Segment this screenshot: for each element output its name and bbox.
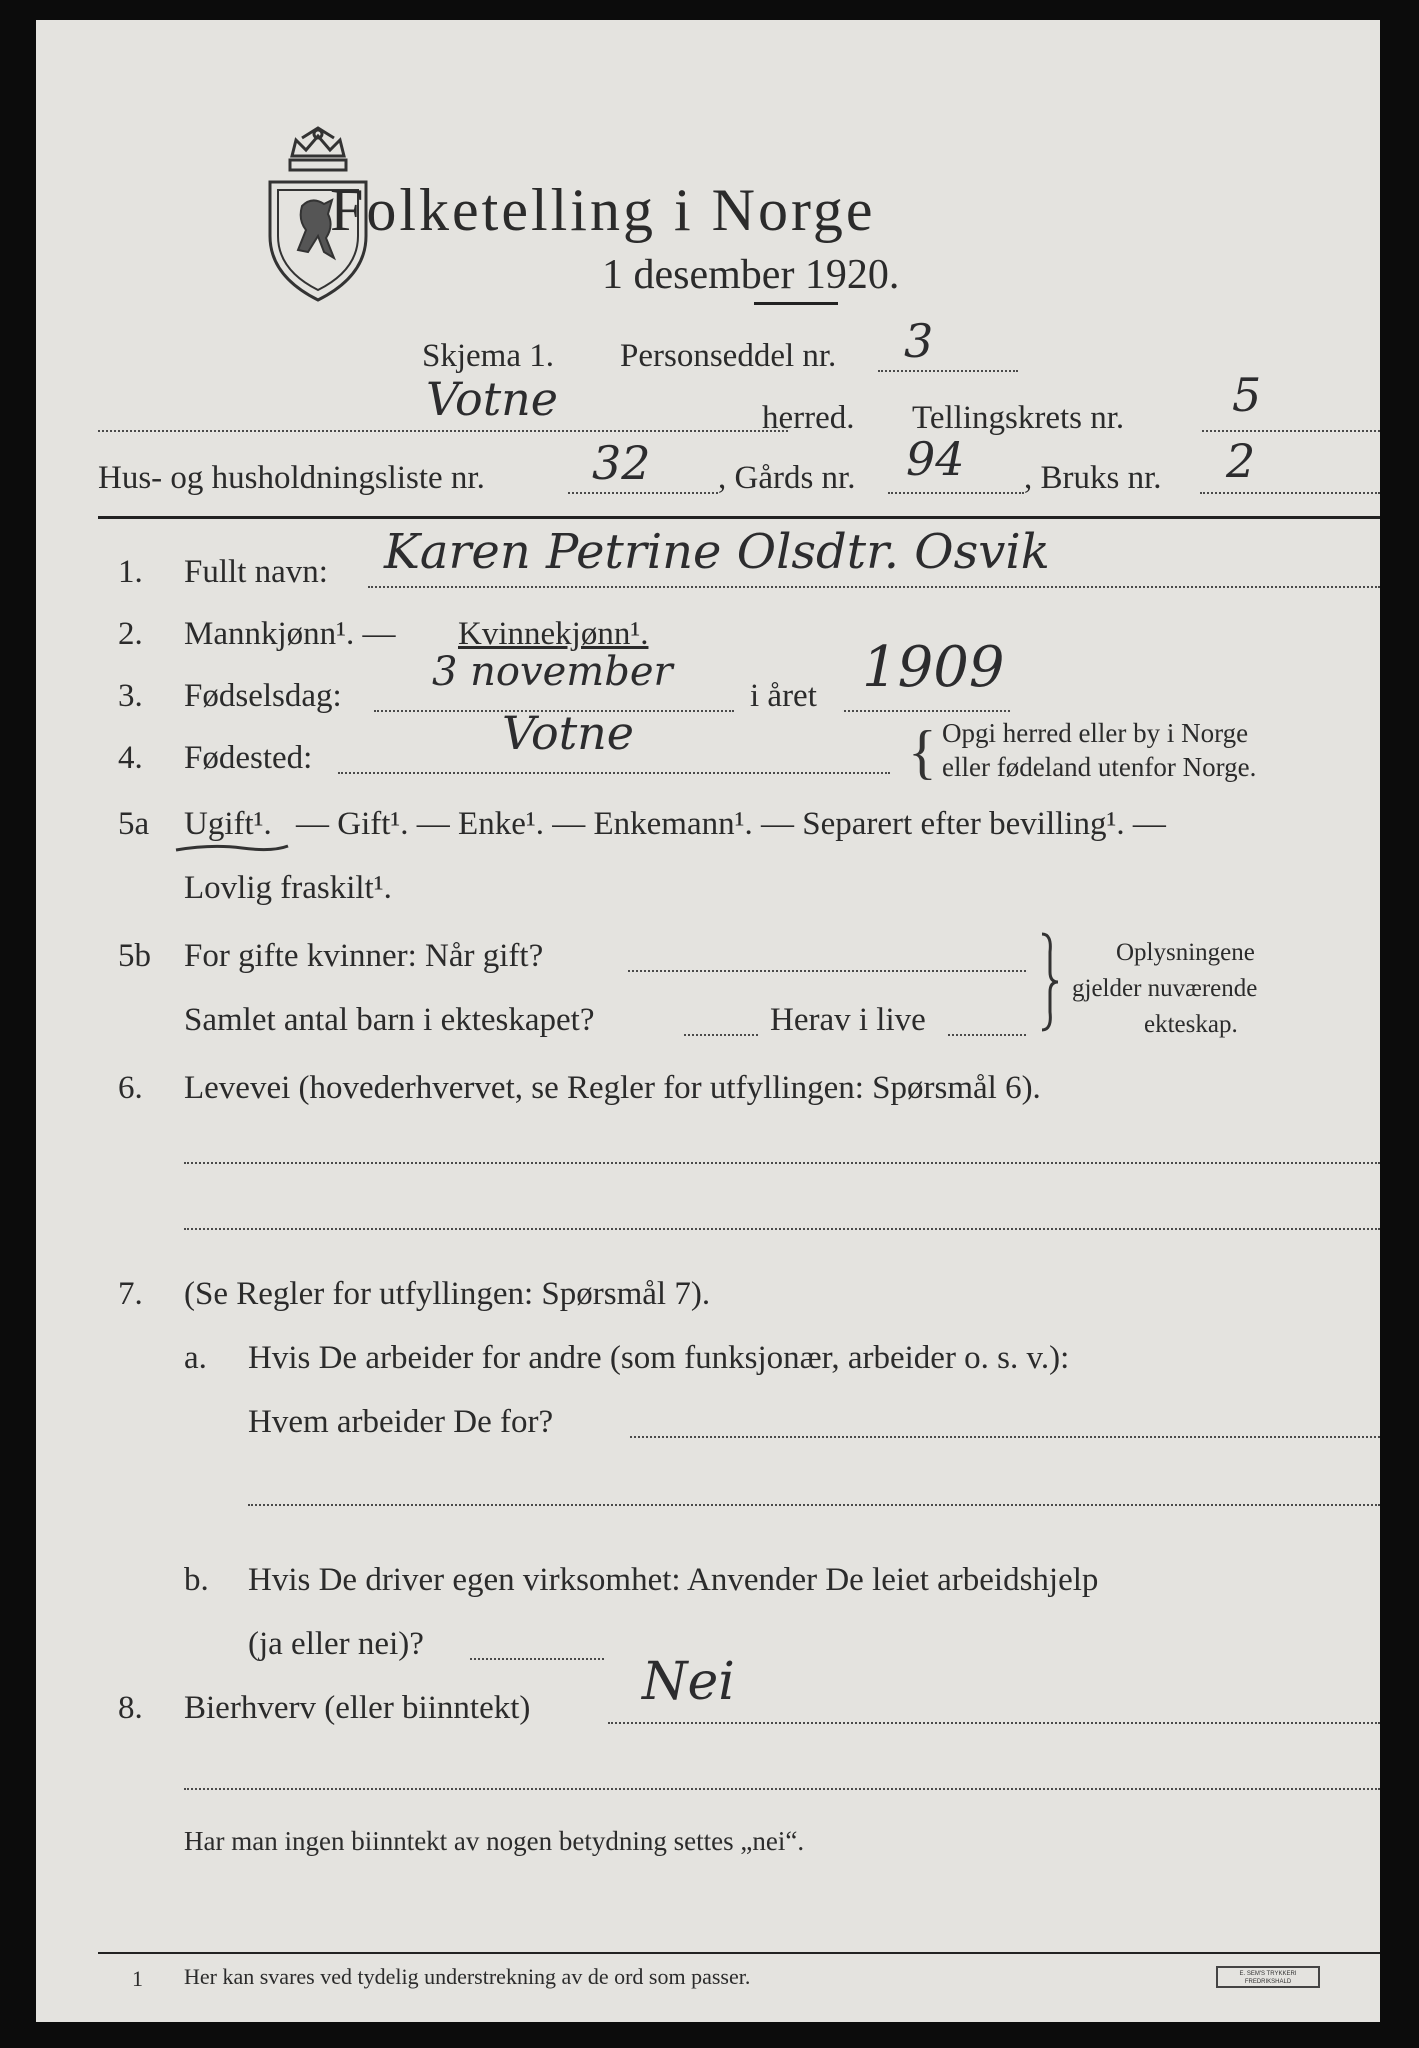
hus-line [568, 492, 718, 494]
q7-label: (Se Regler for utfyllingen: Spørsmål 7). [184, 1276, 711, 1312]
q7b-letter: b. [184, 1562, 209, 1598]
q1-line [368, 586, 1380, 588]
q4-label: Fødested: [184, 740, 313, 776]
title-rule [754, 302, 838, 305]
tellingskrets-value: 5 [1232, 368, 1262, 422]
q4-note1: Opgi herred eller by i Norge [942, 718, 1249, 748]
footer-rule [98, 1952, 1380, 1954]
herred-line [98, 430, 788, 432]
q3-number: 3. [118, 678, 143, 714]
q5b-note2: gjelder nuværende [1072, 975, 1258, 1002]
q8-line [608, 1722, 1380, 1724]
gards-label: , Gårds nr. [718, 460, 856, 496]
q8-line2 [184, 1788, 1380, 1790]
header-rule [98, 516, 1380, 519]
q7a-answer-line [630, 1436, 1380, 1438]
q5b-married-line [628, 970, 1026, 972]
printer-stamp [1216, 1966, 1320, 1988]
q6-line2 [184, 1228, 1380, 1230]
q3-year-value: 1909 [862, 635, 1005, 700]
ugift-underline-mark [172, 838, 292, 858]
q8-number: 8. [118, 1690, 143, 1726]
q5b-children-line [684, 1034, 758, 1036]
q5b-herav: Herav i live [770, 1002, 926, 1038]
tellingskrets-label: Tellingskrets nr. [912, 400, 1125, 436]
personseddel-line [878, 370, 1018, 372]
q5b-note1: Oplysningene [1116, 939, 1255, 966]
q1-number: 1. [118, 554, 143, 590]
census-date: 1 desember 1920. [602, 252, 900, 298]
footer-note: Har man ingen biinntekt av nogen betydning settes „nei“. [184, 1826, 805, 1856]
footnote-text: Her kan svares ved tydelig understrekning av de ord som passer. [184, 1964, 751, 1989]
q3-day-value: 3 november [432, 649, 673, 695]
q4-brace: { [908, 719, 937, 785]
q7b-answer-line [470, 1658, 604, 1660]
q7-number: 7. [118, 1276, 143, 1312]
q3-year-label: i året [750, 678, 817, 714]
gards-value: 94 [906, 432, 965, 486]
q3-label: Fødselsdag: [184, 678, 342, 714]
printer-stamp-text: E. SEM'S TRYKKERI FREDRIKSHALD [1239, 1971, 1297, 1985]
q8-label: Bierhverv (eller biinntekt) [184, 1690, 531, 1726]
herred-value: Votne [426, 372, 559, 426]
q5a-options: — Gift¹. — Enke¹. — Enkemann¹. — Separert efter bevilling¹. — [296, 806, 1166, 842]
q3-year-line [844, 710, 1010, 712]
q7a-line1: Hvis De arbeider for andre (som funksjonær, arbeider o. s. v.): [248, 1340, 1070, 1376]
form-title: Folketelling i Norge [330, 177, 876, 243]
census-form [36, 20, 1380, 2022]
gards-line [888, 492, 1024, 494]
hus-label: Hus- og husholdningsliste nr. [98, 460, 485, 496]
footnote-number: 1 [132, 1966, 143, 1991]
q5a-line2: Lovlig fraskilt¹. [184, 870, 392, 906]
bruks-line [1200, 492, 1380, 494]
q5b-brace [1038, 932, 1062, 1032]
q7a-line2: Hvem arbeider De for? [248, 1404, 554, 1440]
schema-label: Skjema 1. [422, 338, 554, 374]
q5a-ugift: Ugift¹. [184, 806, 272, 842]
q2-number: 2. [118, 616, 143, 652]
q6-label: Levevei (hovederhvervet, se Regler for utfyllingen: Spørsmål 6). [184, 1070, 1041, 1106]
q4-line [338, 772, 890, 774]
q7b-line1: Hvis De driver egen virksomhet: Anvender De leiet arbeidshjelp [248, 1562, 1099, 1598]
tellingskrets-line [1202, 430, 1380, 432]
hus-value: 32 [592, 436, 651, 490]
q7b-line2: (ja eller nei)? [248, 1626, 424, 1662]
herred-label: herred. [762, 400, 855, 436]
q4-number: 4. [118, 740, 143, 776]
q8-value: Nei [642, 1652, 735, 1712]
personseddel-value: 3 [904, 314, 934, 368]
q5b-line1: For gifte kvinner: Når gift? [184, 938, 544, 974]
q4-value: Votne [502, 706, 635, 760]
q5b-alive-line [948, 1034, 1026, 1036]
q2-female: Kvinnekjønn¹. [458, 616, 649, 652]
q4-note2: eller fødeland utenfor Norge. [942, 752, 1257, 782]
q7a-answer-line2 [248, 1504, 1380, 1506]
q1-value: Karen Petrine Olsdtr. Osvik [384, 524, 1050, 580]
personseddel-label: Personseddel nr. [620, 338, 837, 374]
q5b-note3: ekteskap. [1144, 1011, 1238, 1038]
bruks-label: , Bruks nr. [1024, 460, 1162, 496]
q1-label: Fullt navn: [184, 554, 328, 590]
q5b-number: 5b [118, 938, 151, 974]
q6-line1 [184, 1162, 1380, 1164]
q5b-line2: Samlet antal barn i ekteskapet? [184, 1002, 595, 1038]
bruks-value: 2 [1226, 434, 1256, 488]
q5a-number: 5a [118, 806, 150, 842]
q7a-letter: a. [184, 1340, 207, 1376]
q2-male: Mannkjønn¹. — [184, 616, 396, 652]
q6-number: 6. [118, 1070, 143, 1106]
